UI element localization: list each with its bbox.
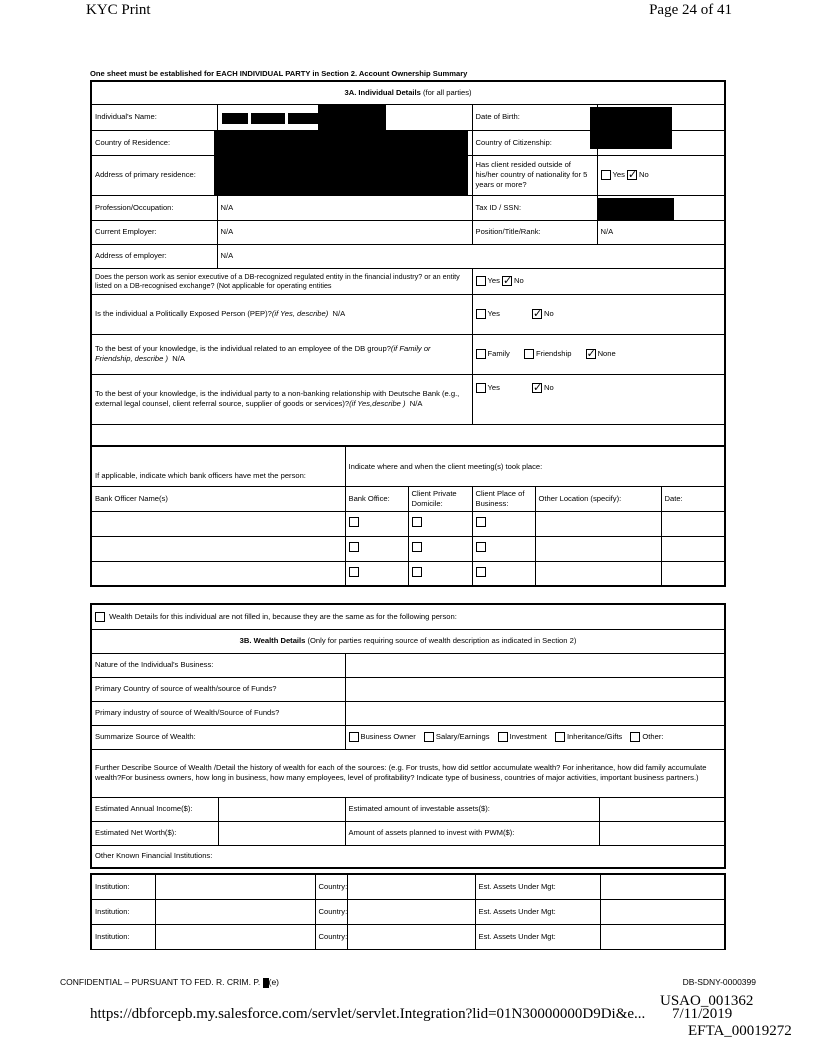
table-row [91, 899, 725, 924]
primary-industry-value[interactable] [345, 701, 725, 725]
officers-question: If applicable, indicate which bank officers have met the person: [91, 447, 345, 487]
section-3b-title: 3B. Wealth Details [239, 636, 306, 646]
related-hint: (if Family or Friendship, describe ) [95, 344, 431, 363]
section-3b-header [91, 629, 725, 653]
business-checkbox[interactable] [476, 567, 486, 577]
related-answer [472, 334, 725, 374]
aum-label: Est. Assets Under Mgt: [475, 874, 600, 899]
col-other-location: Other Location (specify): [535, 487, 661, 512]
name-label: Individual's Name: [91, 104, 217, 130]
investment-label: Investment [509, 732, 547, 741]
no-label: No [639, 170, 649, 179]
redaction-bar [318, 105, 386, 130]
same-as-checkbox[interactable] [95, 612, 105, 622]
nonbank-no-checkbox[interactable] [532, 383, 542, 393]
col-date: Date: [661, 487, 725, 512]
primary-industry-label: Primary industry of source of Wealth/Source of Funds? [91, 701, 345, 725]
citizenship-label: Country of Citizenship: [472, 130, 597, 155]
redaction-bar [590, 107, 672, 149]
redaction-bar [251, 113, 285, 124]
date-input[interactable] [661, 536, 725, 561]
redaction-bar [222, 113, 248, 124]
further-describe: Further Describe Source of Wealth /Detail the history of wealth for each of the sources: (e.g. For trusts, how did settlor accumulate wealth? For inheritance, how did family accumulate wealth?For business owners, how long in business, how many employees, level of profitability? Indicate type of business, countries of major activities, important business partners.) [91, 749, 725, 797]
table-row [91, 511, 725, 536]
aum-value[interactable] [600, 924, 725, 949]
senior-exec-answer [472, 268, 725, 294]
institution-label: Institution: [91, 874, 155, 899]
same-as-row [91, 604, 725, 629]
yes-label: Yes [612, 170, 625, 179]
yes-label: Yes [487, 309, 500, 318]
nature-value[interactable] [345, 653, 725, 677]
table-row [91, 561, 725, 586]
country-value[interactable] [347, 874, 475, 899]
section-3a-header [91, 81, 725, 104]
institutions-table [90, 873, 726, 950]
employer-address-label: Address of employer: [91, 244, 217, 268]
family-label: Family [487, 349, 510, 358]
family-checkbox[interactable] [476, 349, 486, 359]
other-label: Other: [642, 732, 664, 741]
pep-yes-checkbox[interactable] [476, 309, 486, 319]
bank-office-checkbox[interactable] [349, 517, 359, 527]
domicile-checkbox[interactable] [412, 517, 422, 527]
nonbank-question [91, 374, 472, 424]
officer-name-input[interactable] [91, 561, 345, 586]
institution-label: Institution: [91, 924, 155, 949]
nonbank-hint: (if Yes,describe ) [349, 399, 406, 408]
other-location-input[interactable] [535, 561, 661, 586]
address-label: Address of primary residence: [91, 155, 217, 195]
country-label: Country: [315, 924, 347, 949]
other-fi-label: Other Known Financial Institutions: [91, 845, 725, 868]
aum-value[interactable] [600, 899, 725, 924]
country-label: Country: [315, 874, 347, 899]
nonbank-yes-checkbox[interactable] [476, 383, 486, 393]
redaction-bar [214, 130, 468, 196]
business-owner-label: Business Owner [360, 732, 416, 741]
country-label: Country: [315, 899, 347, 924]
other-checkbox[interactable] [630, 732, 640, 742]
resided-no-checkbox[interactable] [627, 170, 637, 180]
employer-value: N/A [217, 220, 472, 244]
senior-yes-checkbox[interactable] [476, 276, 486, 286]
spacer-row [91, 424, 725, 446]
date-input[interactable] [661, 561, 725, 586]
aum-value[interactable] [600, 874, 725, 899]
other-location-input[interactable] [535, 536, 661, 561]
networth-value[interactable] [218, 821, 345, 845]
pep-question-text: Is the individual a Politically Exposed Person (PEP)? [95, 309, 272, 319]
aum-label: Est. Assets Under Mgt: [475, 924, 600, 949]
position-value: N/A [597, 220, 725, 244]
institution-value[interactable] [155, 924, 315, 949]
resided-yes-checkbox[interactable] [601, 170, 611, 180]
employer-address-value: N/A [217, 244, 725, 268]
dob-label: Date of Birth: [472, 104, 597, 130]
bank-officers-table [90, 446, 726, 587]
col-bank-office: Bank Office: [345, 487, 408, 512]
aum-label: Est. Assets Under Mgt: [475, 899, 600, 924]
yes-label: Yes [487, 382, 500, 392]
other-location-input[interactable] [535, 511, 661, 536]
resided-answer [597, 155, 725, 195]
related-value: N/A [172, 354, 185, 363]
table-row [91, 924, 725, 949]
business-checkbox[interactable] [476, 517, 486, 527]
country-value[interactable] [347, 899, 475, 924]
position-label: Position/Title/Rank: [472, 220, 597, 244]
bates-number: DB-SDNY-0000399 [682, 977, 756, 987]
page-number: Page 24 of 41 [649, 2, 732, 18]
income-value[interactable] [218, 797, 345, 821]
institution-value[interactable] [155, 899, 315, 924]
planned-value[interactable] [599, 821, 725, 845]
salary-label: Salary/Earnings [435, 732, 490, 741]
usao-stamp: USAO_001362 [660, 993, 754, 1009]
same-as-text: Wealth Details for this individual are not filled in, because they are the same as for the following person: [109, 611, 457, 621]
col-private-domicile: Client Private Domicile: [408, 487, 472, 512]
date-input[interactable] [661, 511, 725, 536]
no-label: No [544, 382, 554, 392]
salary-checkbox[interactable] [424, 732, 434, 742]
col-place-of-business: Client Place of Business: [472, 487, 535, 512]
inheritance-checkbox[interactable] [555, 732, 565, 742]
investable-label: Estimated amount of investable assets($): [345, 797, 599, 821]
income-label: Estimated Annual Income($): [91, 797, 218, 821]
business-checkbox[interactable] [476, 542, 486, 552]
efta-number: EFTA_00019272 [688, 1023, 792, 1039]
section-3a-subtitle: (for all parties) [423, 87, 472, 97]
investable-value[interactable] [599, 797, 725, 821]
related-question [91, 334, 472, 374]
summarize-options [345, 725, 725, 749]
friendship-checkbox[interactable] [524, 349, 534, 359]
confidential-notice [60, 977, 279, 988]
table-row [91, 536, 725, 561]
nonbank-question-text: To the best of your knowledge, is the individual party to a non-banking relationship with Deutsche Bank (e.g., external legal counsel, client referral source, supplier of goods or services)? [95, 389, 460, 408]
senior-no-checkbox[interactable] [502, 276, 512, 286]
none-checkbox[interactable] [586, 349, 596, 359]
related-question-text: To the best of your knowledge, is the individual related to an employee of the DB group? [95, 344, 391, 354]
print-date: 7/11/2019 [672, 1006, 733, 1022]
residence-label: Country of Residence: [91, 130, 217, 155]
meeting-question: Indicate where and when the client meeting(s) took place: [345, 447, 725, 487]
summarize-label: Summarize Source of Wealth: [91, 725, 345, 749]
bank-office-checkbox[interactable] [349, 567, 359, 577]
no-label: No [544, 309, 554, 318]
employer-label: Current Employer: [91, 220, 217, 244]
domicile-checkbox[interactable] [412, 542, 422, 552]
bank-office-checkbox[interactable] [349, 542, 359, 552]
table-row [91, 874, 725, 899]
pep-no-checkbox[interactable] [532, 309, 542, 319]
print-title: KYC Print [86, 2, 151, 18]
source-url: https://dbforcepb.my.salesforce.com/servlet/servlet.Integration?lid=01N30000000D9Di&e... [90, 1006, 646, 1022]
pep-hint: (if Yes, describe) [271, 309, 329, 319]
primary-country-label: Primary Country of source of wealth/source of Funds? [91, 677, 345, 701]
col-officer-name: Bank Officer Name(s) [91, 487, 345, 512]
section-3a-title: 3A. Individual Details [344, 87, 421, 97]
planned-label: Amount of assets planned to invest with PWM($): [345, 821, 599, 845]
wealth-details-table [90, 603, 726, 869]
yes-label: Yes [487, 276, 500, 285]
redaction-bar [288, 113, 318, 124]
redaction-bar [597, 198, 674, 221]
institution-label: Institution: [91, 899, 155, 924]
instruction-note: One sheet must be established for EACH INDIVIDUAL PARTY in Section 2. Account Ownership Summary [90, 69, 468, 78]
nonbank-value: N/A [409, 399, 423, 408]
inheritance-label: Inheritance/Gifts [566, 732, 623, 741]
no-label: No [514, 276, 524, 285]
officer-name-input[interactable] [91, 511, 345, 536]
nonbank-answer [472, 374, 725, 424]
domicile-checkbox[interactable] [412, 567, 422, 577]
officer-name-input[interactable] [91, 536, 345, 561]
confidential-text: CONFIDENTIAL – PURSUANT TO FED. R. CRIM. P. [60, 977, 263, 987]
networth-label: Estimated Net Worth($): [91, 821, 218, 845]
pep-answer [472, 294, 725, 334]
profession-value: N/A [217, 195, 472, 220]
resided-question: Has client resided outside of his/her country of nationality for 5 years or more? [472, 155, 597, 195]
profession-label: Profession/Occupation: [91, 195, 217, 220]
none-label: None [597, 349, 616, 358]
nature-label: Nature of the Individual's Business: [91, 653, 345, 677]
pep-question [91, 294, 472, 334]
country-value[interactable] [347, 924, 475, 949]
institution-value[interactable] [155, 874, 315, 899]
friendship-label: Friendship [535, 349, 572, 358]
taxid-label: Tax ID / SSN: [472, 195, 597, 220]
confidential-text-end: (e) [268, 977, 280, 987]
primary-country-value[interactable] [345, 677, 725, 701]
investment-checkbox[interactable] [498, 732, 508, 742]
section-3b-subtitle: (Only for parties requiring source of wealth description as indicated in Section 2) [307, 636, 577, 646]
pep-value: N/A [332, 309, 346, 319]
business-owner-checkbox[interactable] [349, 732, 359, 742]
senior-exec-question: Does the person work as senior executive of a DB-recognized regulated entity in the financial industry? or an entity listed on a DB-recognised exchange? (Not applicable for operating entities [91, 268, 472, 294]
